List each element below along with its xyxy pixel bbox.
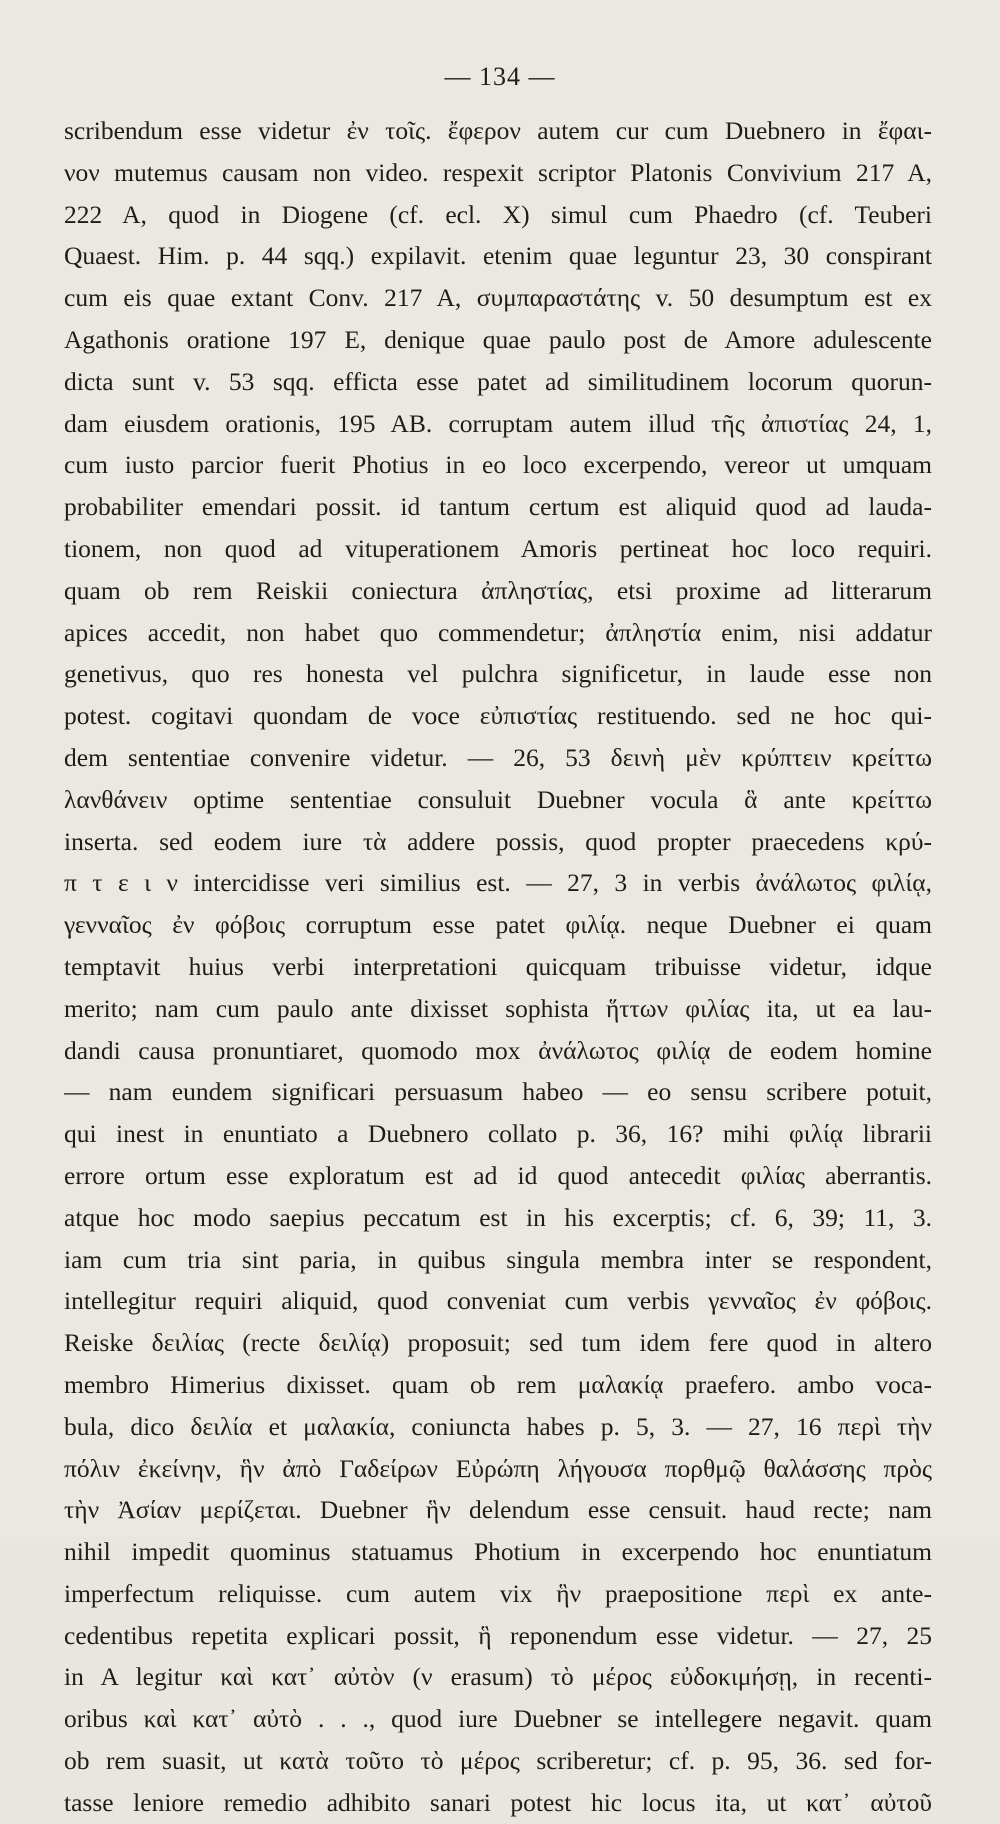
text-line: πόλιν ἐκείνην, ἣν ἀπὸ Γαδείρων Εὐρώπη λήγουσα πορθμῷ θαλάσσης πρὸς: [64, 1453, 932, 1483]
text-line: quam ob rem Reiskii coniectura ἀπληστίας, etsi proxime ad litterarum: [64, 575, 932, 605]
text-line: temptavit huius verbi interpretationi quicquam tribuisse videtur, idque: [64, 951, 932, 981]
text-line: cum iusto parcior fuerit Photius in eo loco excerpendo, vereor ut umquam: [64, 450, 932, 480]
text-line: in A legitur καὶ κατ᾽ αὐτὸν (ν erasum) τὸ μέρος εὐδοκιμήσῃ, in recenti-: [64, 1662, 932, 1692]
text-line: τὴν Ἀσίαν μερίζεται. Duebner ἣν delendum esse censuit. haud recte; nam: [64, 1495, 932, 1525]
text-line: λανθάνειν optime sententiae consuluit Duebner vocula ἃ ante κρείττω: [64, 784, 932, 814]
text-line: 222 A, quod in Diogene (cf. ecl. X) simul cum Phaedro (cf. Teuberi: [64, 199, 932, 229]
text-line: tasse leniore remedio adhibito sanari potest hic locus ita, ut κατ᾽ αὐτοῦ: [64, 1787, 932, 1817]
text-line: Quaest. Him. p. 44 sqq.) expilavit. etenim quae leguntur 23, 30 conspirant: [64, 241, 932, 271]
text-line: scribendum esse videtur ἐν τοῖς. ἔφερον autem cur cum Duebnero in ἔφαι-: [64, 116, 932, 145]
text-line: dam eiusdem orationis, 195 AB. corruptam autem illud τῆς ἀπιστίας 24, 1,: [64, 408, 932, 438]
text-line: bula, dico δειλία et μαλακία, coniuncta habes p. 5, 3. — 27, 16 περὶ τὴν: [64, 1411, 932, 1441]
text-line: Reiske δειλίας (recte δειλίᾳ) proposuit; sed tum idem fere quod in altero: [64, 1328, 932, 1358]
text-line: membro Himerius dixisset. quam ob rem μαλακίᾳ praefero. ambo voca-: [64, 1369, 932, 1399]
text-line: nihil impedit quominus statuamus Photium in excerpendo hoc enuntiatum: [64, 1537, 932, 1567]
text-line: dandi causa pronuntiaret, quomodo mox ἀνάλωτος φιλίᾳ de eodem homine: [64, 1035, 932, 1065]
text-line: iam cum tria sint paria, in quibus singula membra inter se respondent,: [64, 1244, 932, 1274]
text-line: potest. cogitavi quondam de voce εὐπιστίας restituendo. sed ne hoc qui-: [64, 701, 932, 731]
text-line: cum eis quae extant Conv. 217 A, συμπαραστάτης v. 50 desumptum est ex: [64, 283, 932, 313]
body-text: [64, 110, 932, 1824]
text-line: νον mutemus causam non video. respexit scriptor Platonis Convivium 217 A,: [64, 157, 932, 187]
text-line: — nam eundem significari persuasum habeo — eo sensu scribere potuit,: [64, 1077, 932, 1107]
text-line: γενναῖος ἐν φόβοις corruptum esse patet φιλίᾳ. neque Duebner ei quam: [64, 910, 932, 940]
text-line: dicta sunt v. 53 sqq. efficta esse patet ad similitudinem locorum quorun-: [64, 366, 932, 396]
page-number: — 134 —: [444, 62, 556, 91]
text-line: imperfectum reliquisse. cum autem vix ἣν praepositione περὶ ex ante-: [64, 1578, 932, 1608]
text-line: apices accedit, non habet quo commendetur; ἀπληστία enim, nisi addatur: [64, 617, 932, 647]
text-line: merito; nam cum paulo ante dixisset sophista ἥττων φιλίας ita, ut ea lau-: [64, 993, 932, 1023]
text-line: probabiliter emendari possit. id tantum certum est aliquid quod ad lauda-: [64, 492, 932, 522]
text-line: atque hoc modo saepius peccatum est in his excerptis; cf. 6, 39; 11, 3.: [64, 1202, 932, 1232]
text-line: tionem, non quod ad vituperationem Amoris pertineat hoc loco requiri.: [64, 533, 932, 563]
text-line: dem sententiae convenire videtur. — 26, 53 δεινὴ μὲν κρύπτειν κρείττω: [64, 742, 932, 772]
text-line: Agathonis oratione 197 E, denique quae paulo post de Amore adulescente: [64, 324, 932, 354]
text-line: ob rem suasit, ut κατὰ τοῦτο τὸ μέρος scriberetur; cf. p. 95, 36. sed for-: [64, 1746, 932, 1776]
text-line: intellegitur requiri aliquid, quod conveniat cum verbis γενναῖος ἐν φόβοις.: [64, 1286, 932, 1316]
text-line: genetivus, quo res honesta vel pulchra significetur, in laude esse non: [64, 659, 932, 689]
text-line: π τ ε ι ν intercidisse veri similius est. — 27, 3 in verbis ἀνάλωτος φιλίᾳ,: [64, 868, 932, 898]
text-line: qui inest in enuntiato a Duebnero collato p. 36, 16? mihi φιλίᾳ librarii: [64, 1119, 932, 1149]
text-line: cedentibus repetita explicari possit, ἣ reponendum esse videtur. — 27, 25: [64, 1620, 932, 1650]
text-line: errore ortum esse exploratum est ad id quod antecedit φιλίας aberrantis.: [64, 1160, 932, 1190]
text-line: inserta. sed eodem iure τὰ addere possis, quod propter praecedens κρύ-: [64, 826, 932, 856]
text-line: oribus καὶ κατ᾽ αὐτὸ . . ., quod iure Duebner se intellegere negavit. quam: [64, 1704, 932, 1734]
